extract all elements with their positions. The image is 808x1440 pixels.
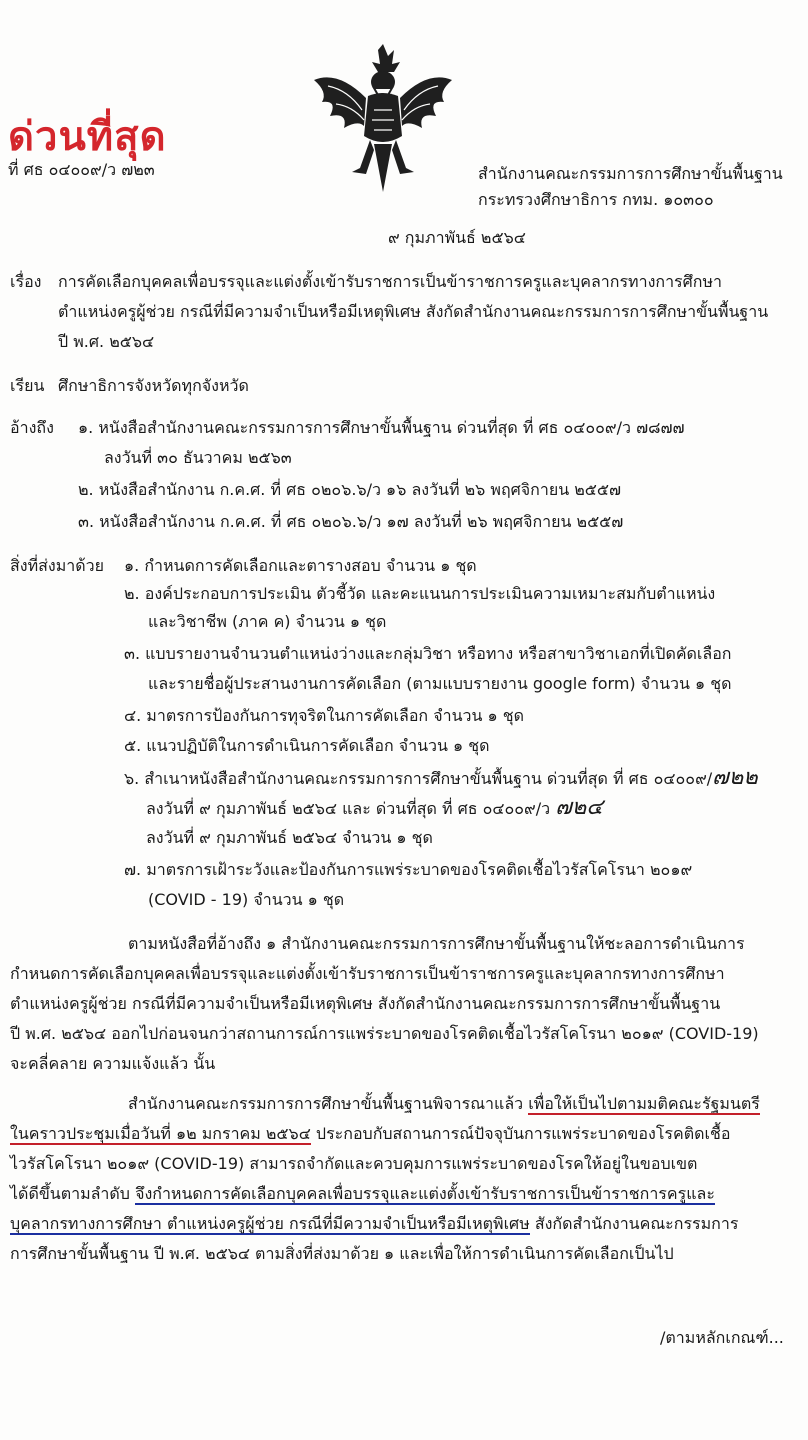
enclosure-item: (COVID - 19) จำนวน ๑ ชุด — [148, 890, 345, 909]
reference-number: ที่ ศธ ๐๔๐๐๙/ว ๗๒๓ — [8, 160, 155, 179]
enclosure-item — [146, 795, 603, 820]
enclosures-label: สิ่งที่ส่งมาด้วย — [10, 556, 104, 575]
reference-item: ลงวันที่ ๓๐ ธันวาคม ๒๕๖๓ — [104, 448, 292, 467]
body-line: ตำแหน่งครูผู้ช่วย กรณีที่มีความจำเป็นหรือมีเหตุพิเศษ สังกัดสำนักงานคณะกรรมการการศึกษาขั้นพื้นฐาน — [10, 994, 721, 1013]
body-line — [10, 1124, 730, 1144]
highlighted-text-blue: จึงกำหนดการคัดเลือกบุคคลเพื่อบรรจุและแต่งตั้งเข้ารับราชการเป็นข้าราชการครูและ — [135, 1184, 715, 1203]
subject-line: ปี พ.ศ. ๒๕๖๔ — [58, 332, 155, 351]
enclosure-item: ลงวันที่ ๙ กุมภาพันธ์ ๒๕๖๔ จำนวน ๑ ชุด — [146, 828, 433, 847]
enclosure-item: ๒. องค์ประกอบการประเมิน ตัวชี้วัด และคะแนนการประเมินความเหมาะสมกับตำแหน่ง — [124, 584, 716, 603]
enclosure-item — [124, 765, 758, 790]
enclosure-text: ๖. สำเนาหนังสือสำนักงานคณะกรรมการการศึกษาขั้นพื้นฐาน ด่วนที่สุด ที่ ศธ ๐๔๐๐๙/ — [124, 769, 713, 788]
body-line: การศึกษาขั้นพื้นฐาน ปี พ.ศ. ๒๕๖๔ ตามสิ่งที่ส่งมาด้วย ๑ และเพื่อให้การดำเนินการคัดเลือกเป็นไป — [10, 1244, 674, 1263]
enclosure-item: ๗. มาตรการเฝ้าระวังและป้องกันการแพร่ระบาดของโรคติดเชื้อไวรัสโคโรนา ๒๐๑๙ — [124, 860, 693, 879]
subject-line: ตำแหน่งครูผู้ช่วย กรณีที่มีความจำเป็นหรือมีเหตุพิเศษ สังกัดสำนักงานคณะกรรมการการศึกษาขั้นพื้นฐาน — [58, 302, 769, 321]
enclosure-item: ๔. มาตรการป้องกันการทุจริตในการคัดเลือก จำนวน ๑ ชุด — [124, 706, 524, 725]
enclosure-text: ลงวันที่ ๙ กุมภาพันธ์ ๒๕๖๔ และ ด่วนที่สุด ที่ ศธ ๐๔๐๐๙/ว — [146, 799, 551, 818]
enclosure-item: และรายชื่อผู้ประสานงานการคัดเลือก (ตามแบบรายงาน google form) จำนวน ๑ ชุด — [148, 674, 732, 693]
office-address: กระทรวงศึกษาธิการ กทม. ๑๐๓๐๐ — [478, 190, 714, 209]
subject-label: เรื่อง — [10, 272, 42, 291]
recipient-label: เรียน — [10, 376, 45, 395]
body-text: ได้ดีขึ้นตามลำดับ — [10, 1184, 130, 1203]
office-name: สำนักงานคณะกรรมการการศึกษาขั้นพื้นฐาน — [478, 164, 783, 183]
enclosure-item: ๑. กำหนดการคัดเลือกและตารางสอบ จำนวน ๑ ชุด — [124, 556, 477, 575]
body-line: จะคลี่คลาย ความแจ้งแล้ว นั้น — [10, 1054, 216, 1073]
highlighted-text-red: เพื่อให้เป็นไปตามมติคณะรัฐมนตรี — [528, 1094, 760, 1113]
continuation-note: /ตามหลักเกณฑ์... — [660, 1328, 784, 1347]
body-text: สำนักงานคณะกรรมการการศึกษาขั้นพื้นฐานพิจารณาแล้ว — [128, 1094, 524, 1113]
body-line: กำหนดการคัดเลือกบุคคลเพื่อบรรจุและแต่งตั้งเข้ารับราชการเป็นข้าราชการครูและบุคลากรทางการศึกษา — [10, 964, 725, 983]
body-line: ตามหนังสือที่อ้างถึง ๑ สำนักงานคณะกรรมการการศึกษาขั้นพื้นฐานให้ชะลอการดำเนินการ — [128, 934, 745, 953]
document-date: ๙ กุมภาพันธ์ ๒๕๖๔ — [388, 228, 526, 247]
highlighted-text-red: ในคราวประชุมเมื่อวันที่ ๑๒ มกราคม ๒๕๖๔ — [10, 1124, 311, 1143]
body-line — [10, 1184, 715, 1204]
reference-item: ๒. หนังสือสำนักงาน ก.ค.ศ. ที่ ศธ ๐๒๐๖.๖/ว ๑๖ ลงวันที่ ๒๖ พฤศจิกายน ๒๕๕๗ — [78, 480, 622, 499]
reference-item: ๑. หนังสือสำนักงานคณะกรรมการการศึกษาขั้นพื้นฐาน ด่วนที่สุด ที่ ศธ ๐๔๐๐๙/ว ๗๘๗๗ — [78, 418, 685, 437]
handwritten-number: ๗๒๔ — [555, 795, 603, 820]
body-line: ไวรัสโคโรนา ๒๐๑๙ (COVID-19) สามารถจำกัดและควบคุมการแพร่ระบาดของโรคให้อยู่ในขอบเขต — [10, 1154, 698, 1173]
recipient-text: ศึกษาธิการจังหวัดทุกจังหวัด — [58, 376, 249, 395]
enclosure-item: ๕. แนวปฏิบัติในการดำเนินการคัดเลือก จำนวน ๑ ชุด — [124, 736, 490, 755]
body-line — [10, 1214, 738, 1234]
reference-item: ๓. หนังสือสำนักงาน ก.ค.ศ. ที่ ศธ ๐๒๐๖.๖/ว ๑๗ ลงวันที่ ๒๖ พฤศจิกายน ๒๕๕๗ — [78, 512, 624, 531]
body-text: ประกอบกับสถานการณ์ปัจจุบันการแพร่ระบาดของโรคติดเชื้อ — [315, 1124, 731, 1143]
body-line — [128, 1094, 760, 1114]
body-text: สังกัดสำนักงานคณะกรรมการ — [534, 1214, 739, 1233]
enclosure-item: ๓. แบบรายงานจำนวนตำแหน่งว่างและกลุ่มวิชา หรือทาง หรือสาขาวิชาเอกที่เปิดคัดเลือก — [124, 644, 732, 663]
garuda-emblem-icon — [308, 40, 458, 200]
highlighted-text-blue: บุคลากรทางการศึกษา ตำแหน่งครูผู้ช่วย กรณีที่มีความจำเป็นหรือมีเหตุพิเศษ — [10, 1214, 530, 1233]
body-line: ปี พ.ศ. ๒๕๖๔ ออกไปก่อนจนกว่าสถานการณ์การแพร่ระบาดของโรคติดเชื้อไวรัสโคโรนา ๒๐๑๙ (COVID-19) — [10, 1024, 759, 1043]
urgency-stamp: ด่วนที่สุด — [8, 115, 167, 159]
subject-line: การคัดเลือกบุคคลเพื่อบรรจุและแต่งตั้งเข้ารับราชการเป็นข้าราชการครูและบุคลากรทางการศึกษา — [58, 272, 723, 291]
enclosure-item: และวิชาชีพ (ภาค ค) จำนวน ๑ ชุด — [148, 612, 387, 631]
references-label: อ้างถึง — [10, 418, 54, 437]
handwritten-number: ๗๒๒ — [712, 765, 758, 790]
